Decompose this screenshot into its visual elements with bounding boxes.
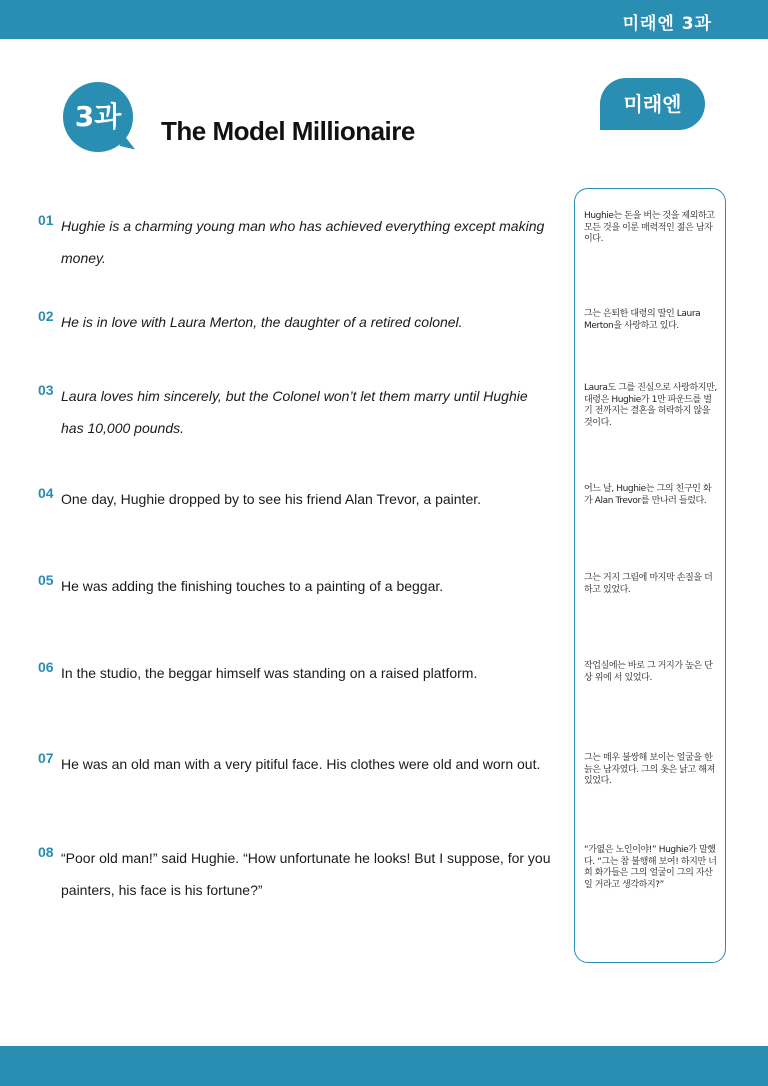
sentence-korean: 작업실에는 바로 그 거지가 높은 단상 위에 서 있었다. xyxy=(584,661,713,683)
sentence-number: 03 xyxy=(38,382,54,398)
sentence-english: Hughie is a charming young man who has achieved everything except making money. xyxy=(61,218,545,266)
sentence-korean: “가엾은 노인이야!” Hughie가 말했다. “그는 참 불행해 보여! 하지만 너희 화가들은 그의 얼굴이 그의 자산일 거라고 생각하지?” xyxy=(584,845,717,890)
sentence-english: Laura loves him sincerely, but the Colonel won’t let them marry until Hughie has 10,000 pounds. xyxy=(61,388,528,436)
sentence-english: He is in love with Laura Merton, the daughter of a retired colonel. xyxy=(61,314,463,330)
sentence-number: 02 xyxy=(38,308,54,324)
sentence-number: 05 xyxy=(38,572,54,588)
sentence-english: He was adding the finishing touches to a painting of a beggar. xyxy=(61,578,444,594)
sentence-number: 01 xyxy=(38,212,54,228)
sentence-english: “Poor old man!” said Hughie. “How unfortunate he looks! But I suppose, for you painters, his face is his fortune?” xyxy=(61,850,551,898)
sentence-number: 06 xyxy=(38,659,54,675)
sentence-korean: Laura도 그를 진심으로 사랑하지만, 대령은 Hughie가 1만 파운드를 벌기 전까지는 결혼을 허락하지 않을 것이다. xyxy=(584,383,717,428)
sentence-korean: 그는 은퇴한 대령의 딸인 Laura Merton을 사랑하고 있다. xyxy=(584,309,701,331)
sentence-english: In the studio, the beggar himself was standing on a raised platform. xyxy=(61,665,478,681)
brand-badge xyxy=(600,78,705,130)
sentence-english: One day, Hughie dropped by to see his friend Alan Trevor, a painter. xyxy=(61,491,482,507)
lesson-number-badge xyxy=(63,82,133,152)
bottom-footer-bar xyxy=(0,1046,768,1086)
top-header-bar xyxy=(0,0,768,39)
sentence-number: 08 xyxy=(38,844,54,860)
sentence-korean: 그는 매우 불쌍해 보이는 얼굴을 한 늙은 남자였다. 그의 옷은 낡고 해져 있었다. xyxy=(584,753,715,786)
sentence-number: 04 xyxy=(38,485,54,501)
header-brand-label: 미래엔 3과 xyxy=(622,14,712,34)
sentence-korean: 그는 거지 그림에 마지막 손질을 더하고 있었다. xyxy=(584,573,713,595)
page-title: The Model Millionaire xyxy=(161,116,415,146)
sentence-number: 07 xyxy=(38,750,54,766)
sentence-english: He was an old man with a very pitiful face. His clothes were old and worn out. xyxy=(61,756,541,772)
lesson-number-text: 3과 xyxy=(74,100,122,133)
brand-badge-text: 미래엔 xyxy=(623,92,682,116)
sentence-korean: Hughie는 돈을 버는 것을 제외하고 모든 것을 이룬 매력적인 젊은 남자이다. xyxy=(584,211,715,244)
sentence-korean: 어느 날, Hughie는 그의 친구인 화가 Alan Trevor를 만나러 들렀다. xyxy=(584,484,712,506)
